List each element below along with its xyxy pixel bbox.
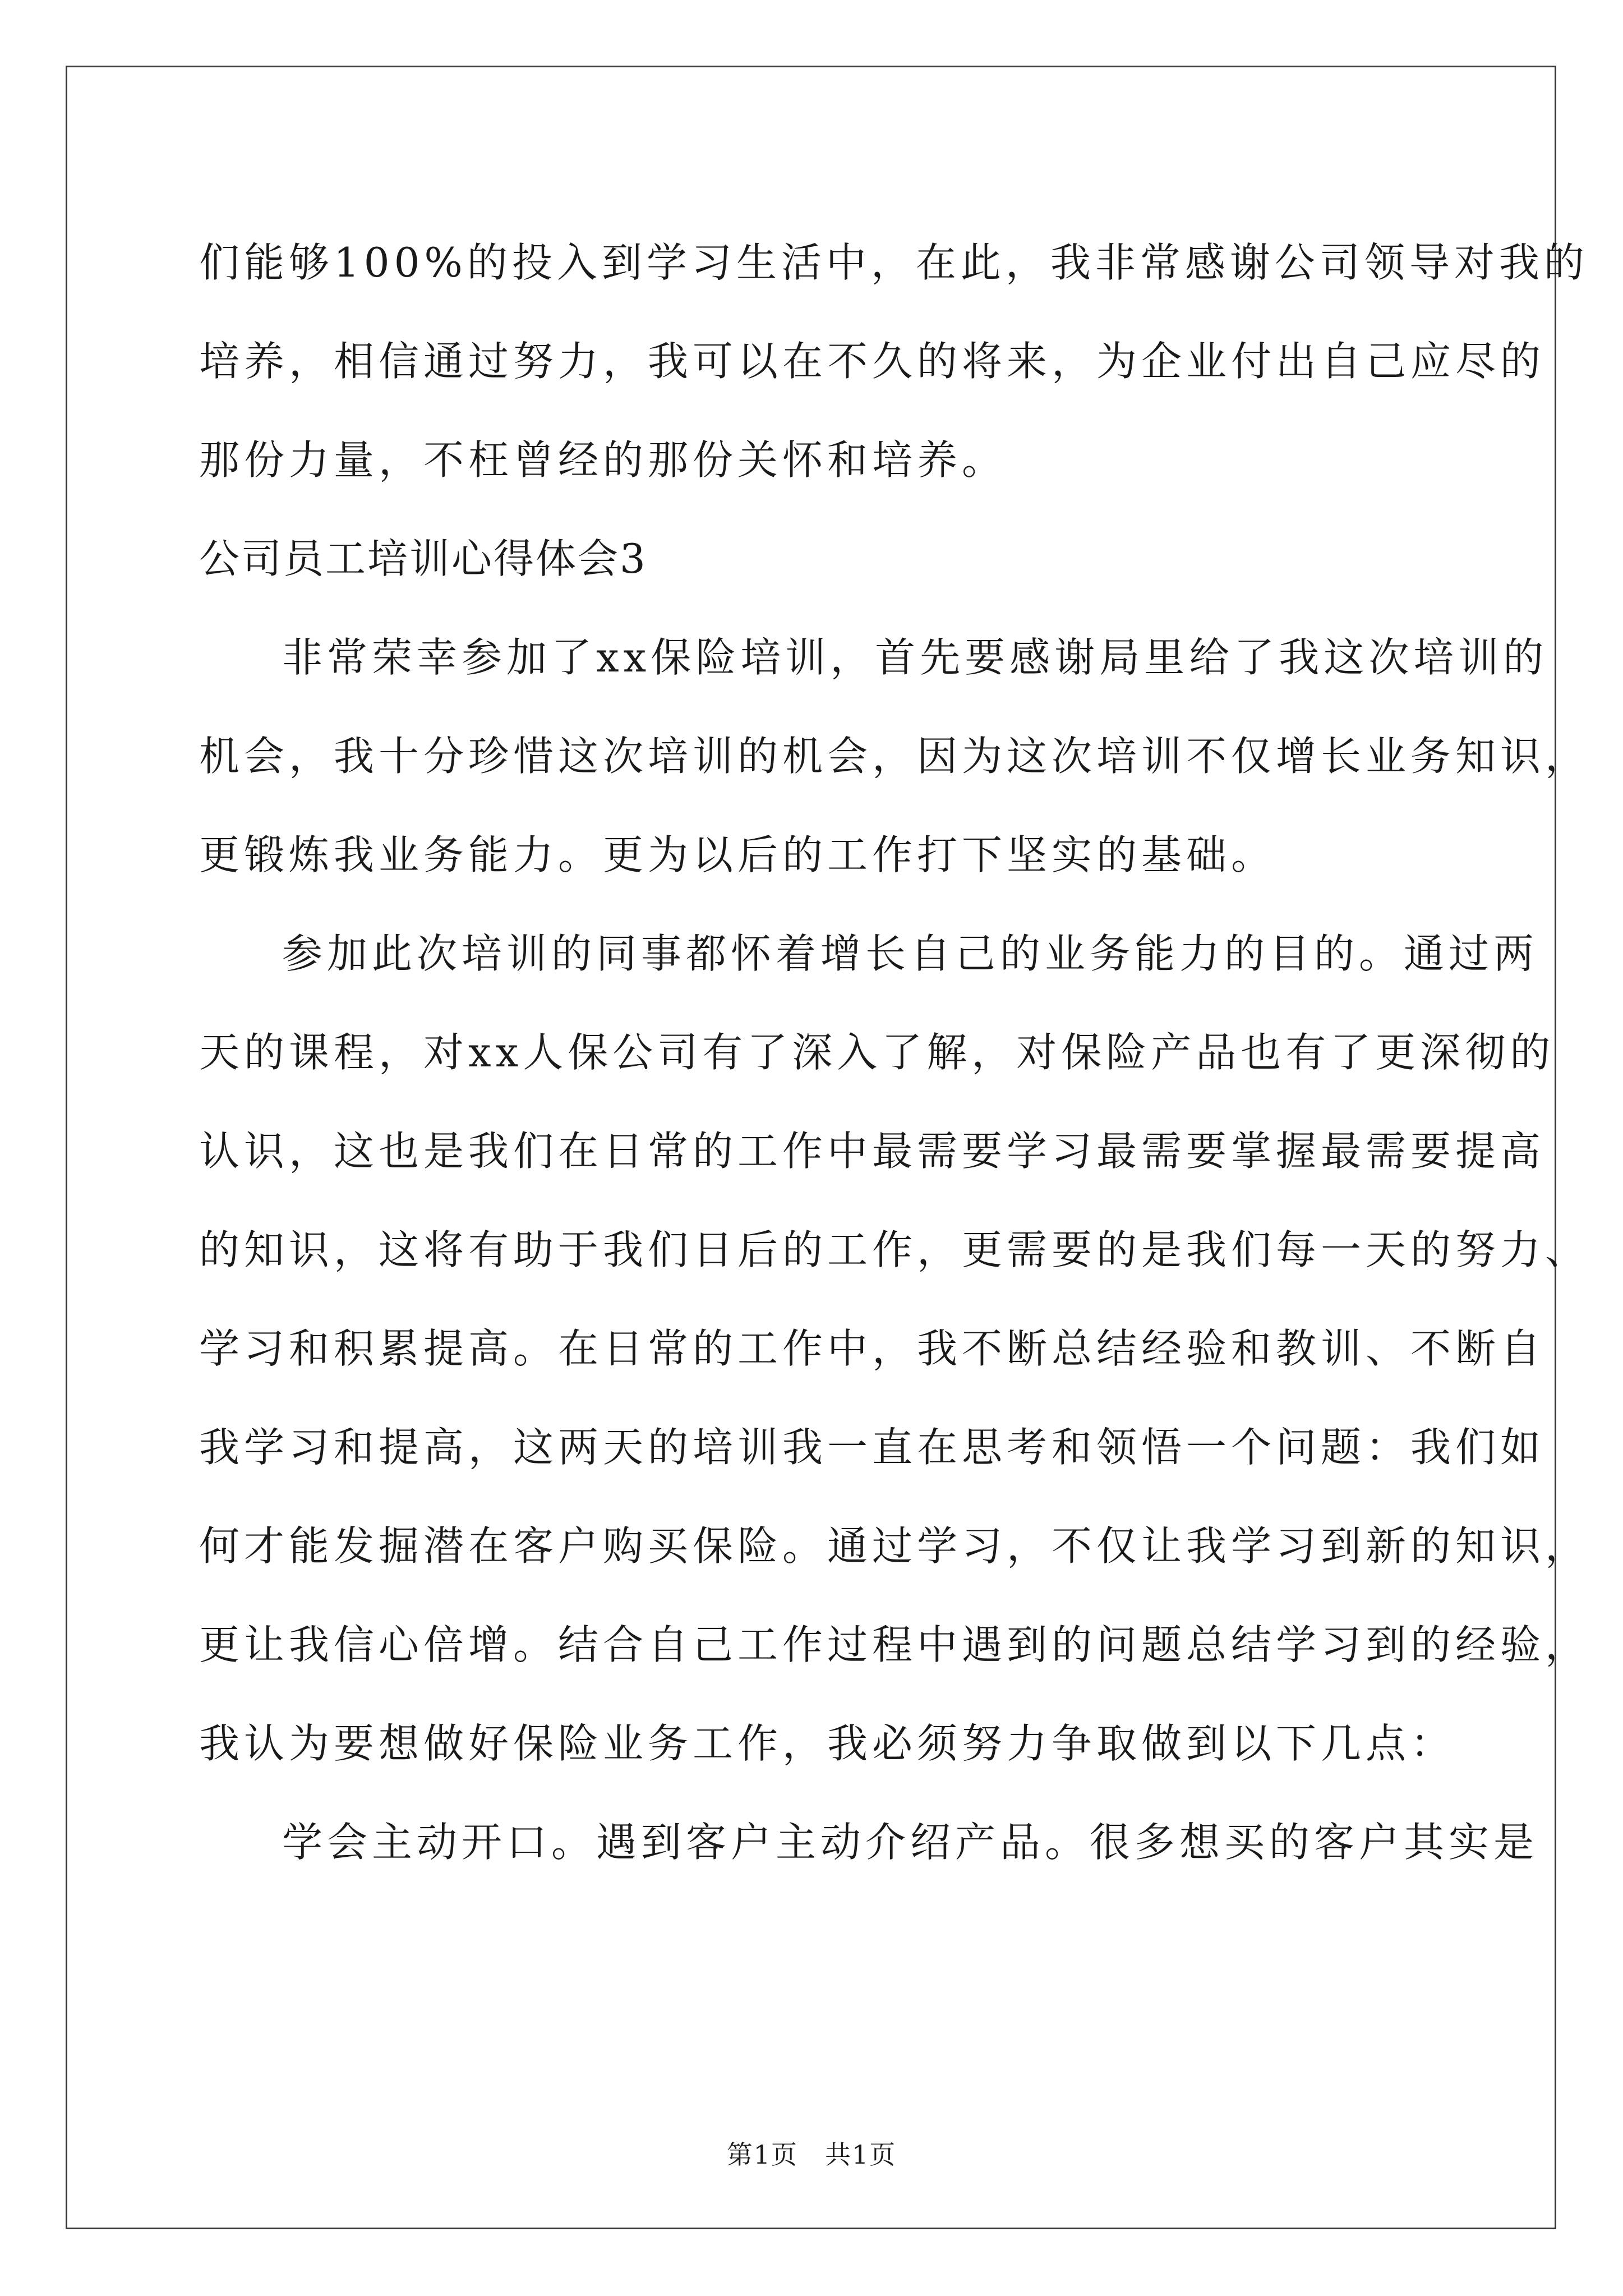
document-body — [199, 213, 1590, 1892]
text-line: 机会，我十分珍惜这次培训的机会，因为这次培训不仅增长业务知识， — [199, 733, 1590, 780]
page-number: 第1页 — [726, 2139, 798, 2170]
paragraph-first-line: 非常荣幸参加了xx保险培训，首先要感谢局里给了我这次培训的 — [282, 634, 1548, 681]
page-total: 共1页 — [825, 2139, 897, 2170]
text-line: 们能够100%的投入到学习生活中，在此，我非常感谢公司领导对我的 — [199, 239, 1589, 286]
text-line: 更让我信心倍增。结合自己工作过程中遇到的问题总结学习到的经验， — [199, 1621, 1590, 1668]
section-heading: 公司员工培训心得体会3 — [199, 535, 647, 582]
text-line: 培养，相信通过努力，我可以在不久的将来，为企业付出自己应尽的 — [199, 338, 1546, 385]
text-line: 认识，这也是我们在日常的工作中最需要学习最需要掌握最需要提高 — [199, 1128, 1546, 1175]
paragraph-first-line: 学会主动开口。遇到客户主动介绍产品。很多想买的客户其实是 — [282, 1819, 1539, 1866]
text-line: 何才能发掘潜在客户购买保险。通过学习，不仅让我学习到新的知识， — [199, 1522, 1590, 1570]
text-line: 那份力量，不枉曾经的那份关怀和培养。 — [199, 436, 1007, 484]
text-line: 学习和积累提高。在日常的工作中，我不断总结经验和教训、不断自 — [199, 1325, 1546, 1372]
page-footer — [0, 2134, 1623, 2171]
text-line: 我学习和提高，这两天的培训我一直在思考和领悟一个问题：我们如 — [199, 1424, 1546, 1471]
paragraph-first-line: 参加此次培训的同事都怀着增长自己的业务能力的目的。通过两 — [282, 930, 1539, 977]
text-line: 我认为要想做好保险业务工作，我必须努力争取做到以下几点： — [199, 1720, 1456, 1767]
text-line: 的知识，这将有助于我们日后的工作，更需要的是我们每一天的努力、 — [199, 1226, 1590, 1273]
text-line: 天的课程，对xx人保公司有了深入了解，对保险产品也有了更深彻的 — [199, 1029, 1555, 1076]
text-line: 更锻炼我业务能力。更为以后的工作打下坚实的基础。 — [199, 831, 1276, 878]
